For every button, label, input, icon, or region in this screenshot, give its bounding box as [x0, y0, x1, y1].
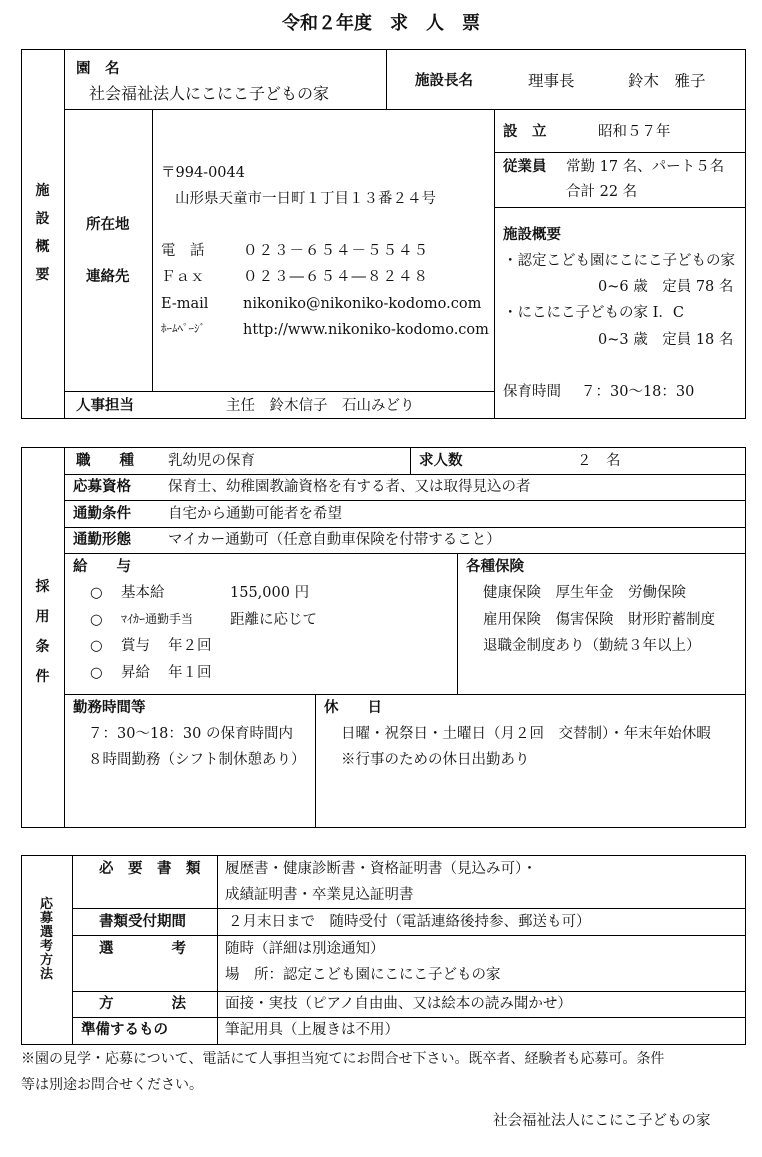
insurance-line-1: 健康保険 厚生年金 労働保険 — [483, 585, 686, 601]
hours-value: ７：30～18：30 — [581, 384, 695, 400]
holiday-line-1: 日曜・祝祭日・土曜日（月２回 交替制）・年末年始休暇 — [341, 726, 711, 742]
name-label: 園 名 — [76, 60, 120, 77]
fax-label: Ｆａｘ — [161, 269, 205, 285]
staff-line-2: 合計 22 名 — [566, 184, 638, 200]
note-line-1: ※園の見学・応募について、電話にて人事担当宛てにお問合せ下さい。既卒者、経験者も応募可。条件 — [21, 1051, 665, 1067]
contact-label: 連絡先 — [86, 268, 130, 285]
openings-label: 求人数 — [419, 452, 463, 469]
staff-line-1: 常勤 17 名、パート５名 — [566, 159, 725, 175]
qualification-label: 応募資格 — [73, 478, 131, 495]
note-line-2: 等は別途お問合せください。 — [21, 1077, 203, 1093]
salary-item-name: 賞与 — [121, 638, 150, 654]
hours-label: 保育時間 — [503, 384, 561, 400]
overview-line-3: ・にこにこ子どもの家 I．C — [503, 305, 684, 321]
salary-bullet: ○ — [90, 612, 103, 628]
facility-name: 社会福祉法人にこにこ子どもの家 — [89, 84, 330, 103]
established-label: 設 立 — [503, 123, 547, 140]
method-label: 方 法 — [99, 995, 186, 1012]
page-title: 令和２年度 求 人 票 — [282, 13, 480, 34]
director-name: 鈴木 雅子 — [628, 72, 706, 90]
holiday-line-2: ※行事のための休日出勤あり — [341, 752, 530, 768]
holiday-label: 休 日 — [324, 699, 382, 716]
period-label: 書類受付期間 — [99, 913, 186, 930]
footer-organization: 社会福祉法人にこにこ子どもの家 — [493, 1113, 711, 1129]
fax-number: ０２３―６５４―８２４８ — [243, 269, 429, 285]
worktime-label: 勤務時間等 — [73, 699, 146, 716]
salary-item-value: 年１回 — [168, 665, 212, 681]
docs-label: 必 要 書 類 — [99, 860, 201, 877]
commute-form-label: 通勤形態 — [73, 531, 131, 548]
email-label: E-mail — [161, 296, 209, 312]
commute-condition-value: 自宅から通勤可能者を希望 — [168, 506, 342, 522]
selection-label: 選 考 — [99, 940, 186, 957]
overview-line-4: 0~3 歳 定員 18 名 — [598, 332, 734, 348]
prep-label: 準備するもの — [81, 1021, 168, 1038]
prep-value: 筆記用具（上履きは不用） — [225, 1022, 399, 1038]
facility-section-label: 施 設 概 要 — [35, 183, 50, 283]
location-label: 所在地 — [86, 216, 130, 233]
salary-item-name: 昇給 — [121, 665, 150, 681]
salary-bullet: ○ — [90, 638, 103, 654]
method-value: 面接・実技（ピアノ自由曲、又は絵本の読み聞かせ） — [225, 996, 572, 1012]
worktime-line-2: ８時間勤務（シフト制休憩あり） — [88, 752, 306, 768]
job-label: 職 種 — [76, 452, 134, 469]
salary-bullet: ○ — [90, 585, 103, 601]
salary-item-value: 年２回 — [168, 638, 212, 654]
salary-bullet: ○ — [90, 665, 103, 681]
insurance-line-3: 退職金制度あり（勤続３年以上） — [483, 638, 701, 654]
overview-label: 施設概要 — [503, 226, 561, 243]
insurance-line-2: 雇用保険 傷害保険 財形貯蓄制度 — [483, 612, 715, 628]
salary-label: 給 与 — [73, 558, 131, 575]
staff-label: 従業員 — [503, 158, 547, 175]
commute-form-value: マイカー通勤可（任意自動車保険を付帯すること） — [168, 532, 501, 548]
selection-line-2: 場 所：認定こども園にこにこ子どもの家 — [225, 967, 501, 983]
director-title: 理事長 — [528, 72, 575, 90]
director-label: 施設長名 — [415, 72, 473, 89]
salary-item-name: ﾏｲｶｰ通勤手当 — [121, 612, 194, 626]
job-value: 乳幼児の保育 — [168, 453, 255, 469]
postal-code: 〒994-0044 — [161, 165, 245, 181]
phone-number: ０２３－６５４－５５４５ — [243, 243, 429, 259]
openings-value: ２ 名 — [577, 453, 621, 469]
salary-item-value: 155,000 円 — [230, 585, 310, 601]
qualification-value: 保育士、幼稚園教諭資格を有する者、又は取得見込の者 — [168, 479, 531, 495]
period-value: ２月末日まで 随時受付（電話連絡後持参、郵送も可） — [228, 914, 591, 930]
salary-item-name: 基本給 — [121, 585, 165, 601]
insurance-label: 各種保険 — [466, 558, 524, 575]
phone-label: 電 話 — [161, 243, 205, 259]
homepage-label: ﾎｰﾑﾍﾟｰｼﾞ — [161, 322, 205, 335]
address: 山形県天童市一日町１丁目１３番２４号 — [175, 191, 436, 207]
established-value: 昭和５７年 — [598, 124, 671, 140]
recruit-section-label: 採 用 条 件 — [35, 579, 50, 685]
overview-line-2: 0~6 歳 定員 78 名 — [598, 279, 734, 295]
overview-line-1: ・認定こども園にこにこ子どもの家 — [503, 253, 735, 269]
docs-line-1: 履歴書・健康診断書・資格証明書（見込み可）・ — [225, 861, 537, 877]
hr-label: 人事担当 — [76, 397, 134, 414]
docs-line-2: 成績証明書・卒業見込証明書 — [225, 887, 414, 903]
email-address: nikoniko@nikoniko-kodomo.com — [243, 296, 482, 312]
salary-item-value: 距離に応じて — [230, 612, 317, 628]
application-section-label: 応 募 選 考 方 法 — [39, 897, 53, 982]
worktime-line-1: ７：30～18：30 の保育時間内 — [88, 726, 293, 742]
selection-line-1: 随時（詳細は別途通知） — [225, 941, 385, 957]
commute-condition-label: 通勤条件 — [73, 505, 131, 522]
homepage-url: http://www.nikoniko-kodomo.com — [243, 322, 489, 338]
hr-value: 主任 鈴木信子 石山みどり — [226, 398, 415, 414]
